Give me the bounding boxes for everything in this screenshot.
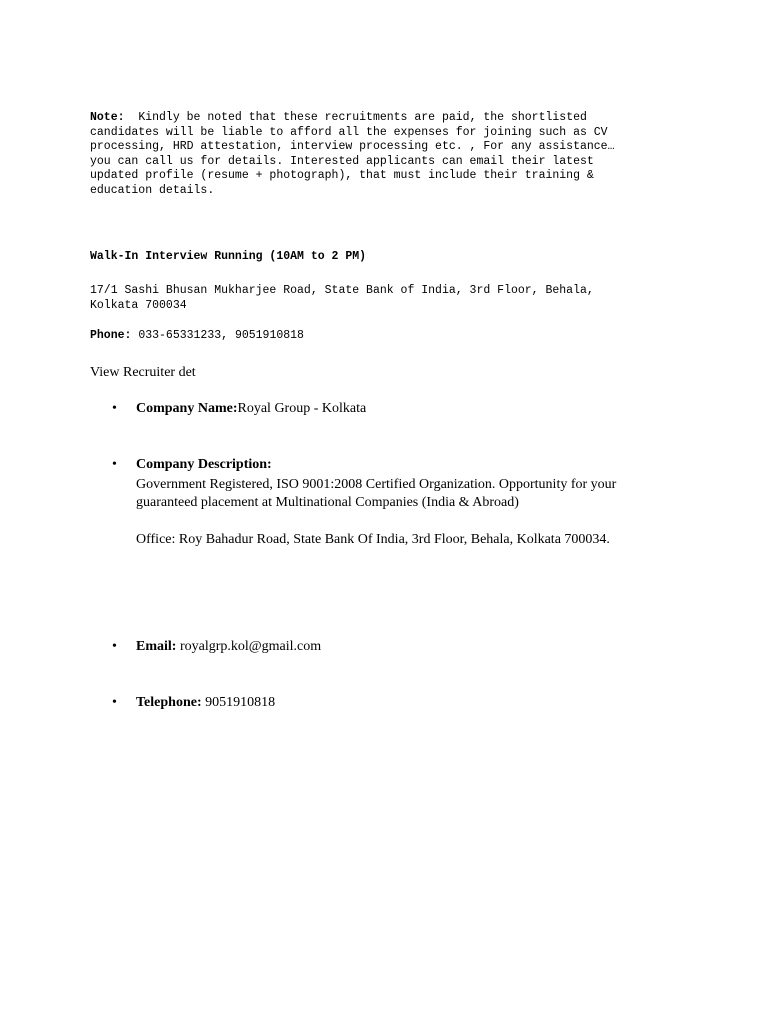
phone-label: Phone:	[90, 329, 132, 342]
office-address-text: Office: Roy Bahadur Road, State Bank Of India, 3rd Floor, Behala, Kolkata 700034.	[136, 532, 610, 547]
phone-line	[90, 329, 304, 344]
telephone-label: Telephone:	[136, 695, 202, 710]
company-description-item	[90, 456, 690, 474]
view-recruiter-link[interactable]: View Recruiter det	[90, 365, 196, 380]
address-text: 17/1 Sashi Bhusan Mukharjee Road, State Bank of India, 3rd Floor, Behala, Kolkata 700034	[90, 284, 594, 312]
email-item	[90, 638, 690, 656]
note-label: Note:	[90, 111, 125, 124]
telephone-item	[90, 694, 690, 712]
bullet-icon: •	[112, 639, 117, 654]
email-value[interactable]: royalgrp.kol@gmail.com	[176, 639, 322, 654]
telephone-value: 9051910818	[201, 695, 276, 710]
company-name-label: Company Name:	[136, 401, 238, 416]
note-paragraph	[90, 111, 690, 198]
company-description-text: Government Registered, ISO 9001:2008 Certified Organization. Opportunity for your guaranteed placement at Multinational Companies (India & Abroad)	[136, 477, 617, 510]
bullet-icon: •	[112, 457, 117, 472]
note-text: Kindly be noted that these recruitments are paid, the shortlisted candidates will be liable to afford all the expenses for joining such as CV processing, HRD attestation, interview processing etc. , For any assistance… you can call us for details. Interested applicants can email their latest updated profile (resume + photograph), that must include their training & education details.	[90, 111, 615, 197]
phone-value: 033-65331233, 9051910818	[131, 329, 304, 342]
walkin-heading: Walk-In Interview Running (10AM to 2 PM)	[90, 250, 367, 263]
bullet-icon: •	[112, 401, 117, 416]
bullet-icon: •	[112, 695, 117, 710]
company-name-item	[90, 400, 690, 418]
company-description-label: Company Description:	[136, 457, 272, 472]
email-label: Email:	[136, 639, 177, 654]
company-name-value: Royal Group - Kolkata	[237, 401, 367, 416]
